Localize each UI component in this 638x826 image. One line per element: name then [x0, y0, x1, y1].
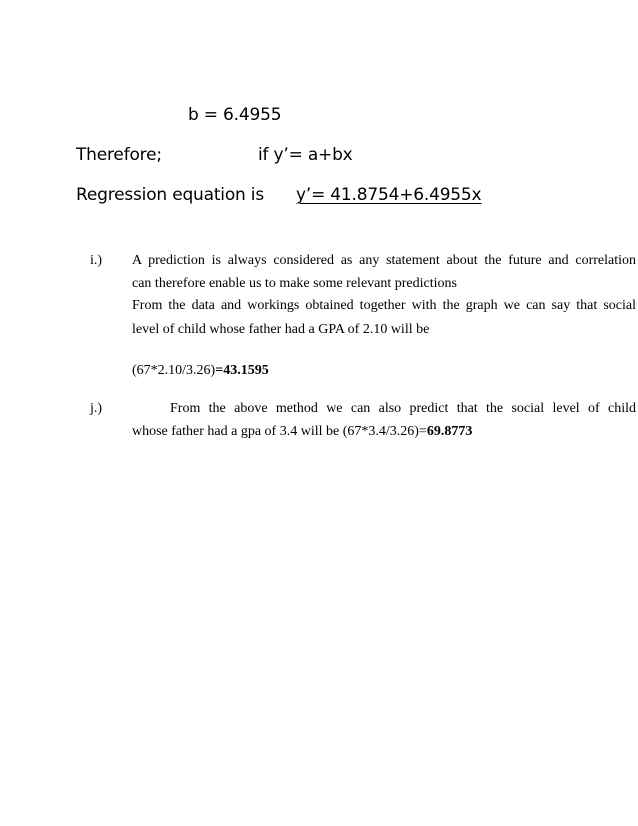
item-j-line-1: From the above method we can also predict that the social level of child: [170, 401, 636, 416]
item-i-calc-expression: (67*2.10/3.26): [132, 363, 216, 378]
item-i-line-2: can therefore enable us to make some relevant predictions: [132, 276, 457, 291]
therefore-label: Therefore;: [76, 145, 162, 165]
item-i-line-1: A prediction is always considered as any statement about the future and correlation: [132, 253, 636, 268]
item-i-marker: i.): [90, 253, 103, 268]
item-i-calculation: [132, 363, 269, 379]
item-j-line-2: [132, 424, 472, 440]
item-i-line-4: level of child whose father had a GPA of 2.10 will be: [132, 322, 430, 337]
if-formula: if y’= a+bx: [258, 145, 353, 165]
item-i-line-3: From the data and workings obtained together with the graph we can say that social: [132, 298, 636, 313]
item-j-line-2-text: whose father had a gpa of 3.4 will be (67*3.4/3.26)=: [132, 424, 427, 439]
item-i-calc-result: =43.1595: [215, 363, 269, 378]
b-value-line: b = 6.4955: [188, 105, 282, 125]
item-j-result: 69.8773: [426, 424, 473, 439]
regression-label: Regression equation is: [76, 185, 264, 205]
item-j-marker: j.): [90, 401, 103, 416]
regression-equation: y’= 41.8754+6.4955x: [296, 185, 482, 205]
